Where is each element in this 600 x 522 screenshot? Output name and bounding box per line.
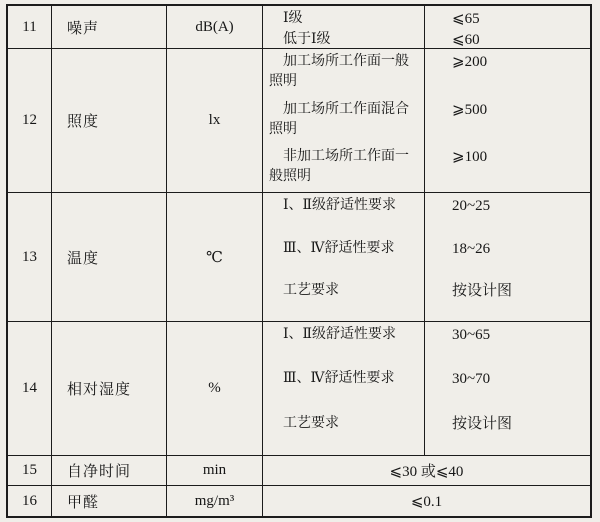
condition-cell: 工艺要求	[263, 278, 425, 321]
unit-cell: mg/m³	[167, 486, 263, 516]
condition-value-pair	[263, 366, 590, 410]
name-cell: 温度	[52, 193, 167, 322]
condition-value-pair	[263, 27, 590, 48]
value-cell: 18~26	[452, 240, 491, 257]
value-cell: ⩾200	[452, 54, 488, 70]
condition-value-zone	[263, 6, 590, 49]
condition-cell: 非加工场所工作面一般照明	[263, 144, 425, 192]
condition-cell: Ⅰ级	[263, 6, 425, 27]
condition-cell: 加工场所工作面混合照明	[263, 97, 425, 145]
value-cell: ⩾100	[452, 149, 488, 166]
value-cell: 按设计图	[452, 415, 513, 432]
merged-value-cell: ⩽0.1	[410, 493, 443, 510]
value-cell: 30~65	[452, 327, 491, 343]
value-cell: 30~70	[452, 371, 491, 388]
parameters-table	[6, 4, 592, 518]
name-cell: 噪声	[52, 6, 167, 49]
condition-cell: 低于Ⅰ级	[263, 27, 425, 48]
condition-cell: Ⅲ、Ⅳ舒适性要求	[263, 236, 425, 279]
row-number-cell: 16	[8, 486, 52, 516]
row-number-cell: 13	[8, 193, 52, 322]
condition-cell: Ⅲ、Ⅳ舒适性要求	[263, 366, 425, 410]
condition-value-pair	[263, 322, 590, 366]
row-number-cell: 15	[8, 456, 52, 486]
merged-value-cell: ⩽30 或⩽40	[263, 456, 590, 486]
unit-cell: dB(A)	[167, 6, 263, 49]
row-number-cell: 11	[8, 6, 52, 49]
condition-value-pair	[263, 236, 590, 279]
name-cell: 自净时间	[52, 456, 167, 486]
condition-value-pair	[263, 278, 590, 321]
condition-value-zone	[263, 322, 590, 456]
value-cell: ⩽65	[452, 11, 480, 27]
value-cell: 20~25	[452, 198, 491, 214]
unit-cell: lx	[167, 49, 263, 193]
name-cell: 照度	[52, 49, 167, 193]
unit-cell: min	[167, 456, 263, 486]
condition-cell: Ⅰ、Ⅱ级舒适性要求	[263, 322, 425, 366]
value-cell: ⩽60	[452, 32, 480, 48]
condition-value-pair	[263, 6, 590, 27]
unit-cell: %	[167, 322, 263, 456]
value-cell: 按设计图	[452, 283, 513, 300]
unit-cell: ℃	[167, 193, 263, 322]
condition-value-pair	[263, 97, 590, 145]
name-cell: 甲醛	[52, 486, 167, 516]
condition-value-zone	[263, 193, 590, 322]
condition-value-pair	[263, 193, 590, 236]
condition-cell: 加工场所工作面一般照明	[263, 49, 425, 97]
row-number-cell: 14	[8, 322, 52, 456]
condition-value-zone	[263, 49, 590, 193]
condition-cell: 工艺要求	[263, 411, 425, 455]
row-number-cell: 12	[8, 49, 52, 193]
condition-value-pair	[263, 144, 590, 192]
name-cell: 相对湿度	[52, 322, 167, 456]
condition-value-pair	[263, 411, 590, 455]
condition-cell: Ⅰ、Ⅱ级舒适性要求	[263, 193, 425, 236]
condition-value-pair	[263, 49, 590, 97]
value-cell: ⩾500	[452, 101, 488, 118]
